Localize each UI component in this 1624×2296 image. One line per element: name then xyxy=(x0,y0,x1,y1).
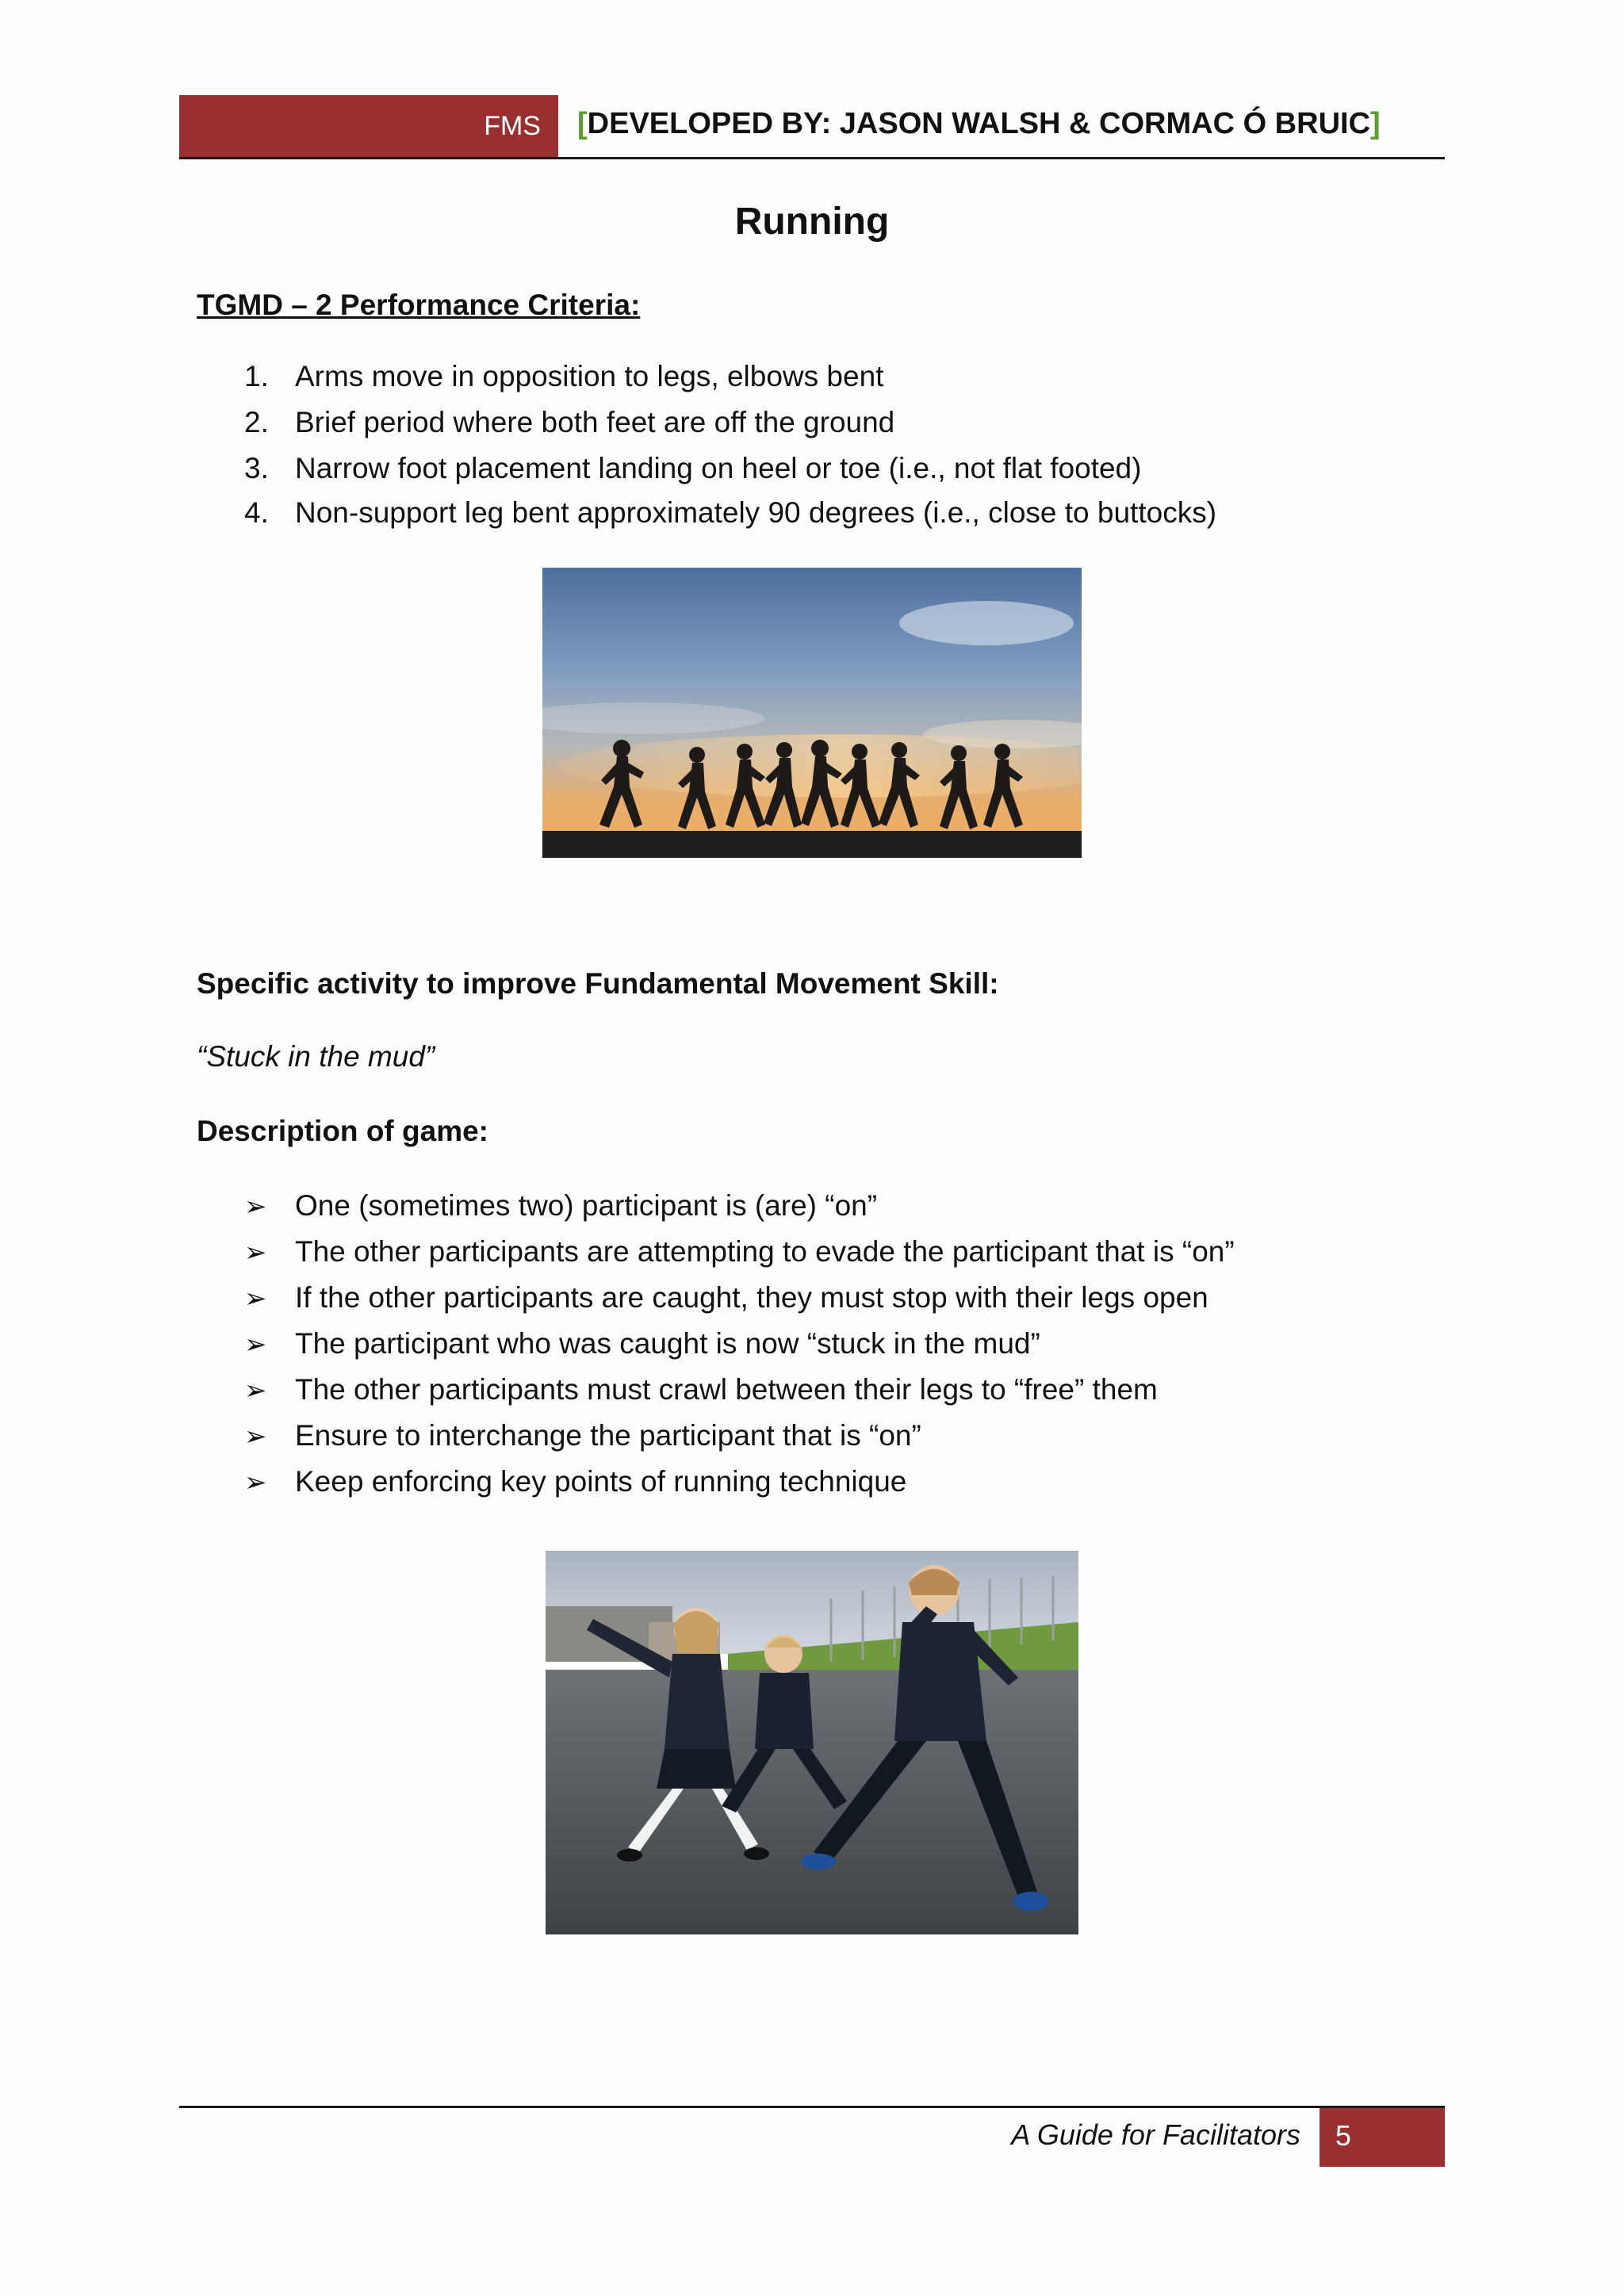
children-playing-photo xyxy=(546,1551,1078,1934)
arrow-bullet-icon: ➢ xyxy=(244,1468,267,1498)
arrow-bullet-icon: ➢ xyxy=(244,1238,267,1268)
bullet-item xyxy=(244,1465,906,1498)
header-developed-by xyxy=(577,107,1381,141)
bullet-item xyxy=(244,1419,921,1452)
bullet-text: One (sometimes two) participant is (are) “on” xyxy=(295,1189,878,1222)
footer-guide-title: A Guide for Facilitators xyxy=(1011,2118,1300,2151)
criteria-heading: TGMD – 2 Performance Criteria: xyxy=(197,289,641,321)
criteria-item xyxy=(244,406,894,439)
criteria-number: 1. xyxy=(244,360,269,392)
arrow-bullet-icon: ➢ xyxy=(244,1422,267,1452)
header-fms-label: FMS xyxy=(484,111,541,141)
bullet-text: The participant who was caught is now “stuck in the mud” xyxy=(295,1327,1040,1360)
bullet-text: Keep enforcing key points of running technique xyxy=(295,1465,907,1498)
page-header xyxy=(179,95,1445,159)
game-name: “Stuck in the mud” xyxy=(197,1040,435,1073)
criteria-text: Arms move in opposition to legs, elbows bent xyxy=(295,360,884,392)
bullet-item xyxy=(244,1373,1158,1406)
header-bracket-close: ] xyxy=(1370,107,1381,140)
criteria-number: 4. xyxy=(244,496,269,529)
criteria-number: 2. xyxy=(244,406,269,438)
header-bracket-open: [ xyxy=(577,107,588,140)
page-title: Running xyxy=(734,201,890,243)
arrow-bullet-icon: ➢ xyxy=(244,1330,267,1360)
footer-rule xyxy=(179,2106,1445,2108)
arrow-bullet-icon: ➢ xyxy=(244,1376,267,1406)
criteria-text: Non-support leg bent approximately 90 degrees (i.e., close to buttocks) xyxy=(295,496,1217,529)
header-authors: DEVELOPED BY: JASON WALSH & CORMAC Ó BRUIC xyxy=(587,107,1371,140)
bullet-item xyxy=(244,1235,1235,1269)
bullet-text: The other participants are attempting to evade the participant that is “on” xyxy=(295,1235,1235,1268)
bullet-text: Ensure to interchange the participant that is “on” xyxy=(295,1419,921,1452)
criteria-item xyxy=(244,360,883,393)
bullet-item xyxy=(244,1281,1208,1314)
criteria-number: 3. xyxy=(244,452,269,484)
bullet-item xyxy=(244,1327,1040,1360)
arrow-bullet-icon: ➢ xyxy=(244,1192,267,1222)
page-number: 5 xyxy=(1335,2119,1352,2152)
criteria-item xyxy=(244,496,1216,530)
footer-page-box xyxy=(1320,2108,1445,2167)
arrow-bullet-icon: ➢ xyxy=(244,1284,267,1314)
runners-silhouette-photo xyxy=(542,568,1082,858)
criteria-item xyxy=(244,452,1141,485)
bullet-item xyxy=(244,1189,877,1223)
description-heading: Description of game: xyxy=(197,1115,488,1147)
bullet-text: If the other participants are caught, they must stop with their legs open xyxy=(295,1281,1208,1314)
bullet-text: The other participants must crawl between their legs to “free” them xyxy=(295,1373,1158,1406)
activity-heading: Specific activity to improve Fundamental Movement Skill: xyxy=(197,967,999,1000)
criteria-text: Brief period where both feet are off the ground xyxy=(295,406,895,438)
criteria-text: Narrow foot placement landing on heel or toe (i.e., not flat footed) xyxy=(295,452,1142,484)
header-label-box xyxy=(179,95,558,157)
